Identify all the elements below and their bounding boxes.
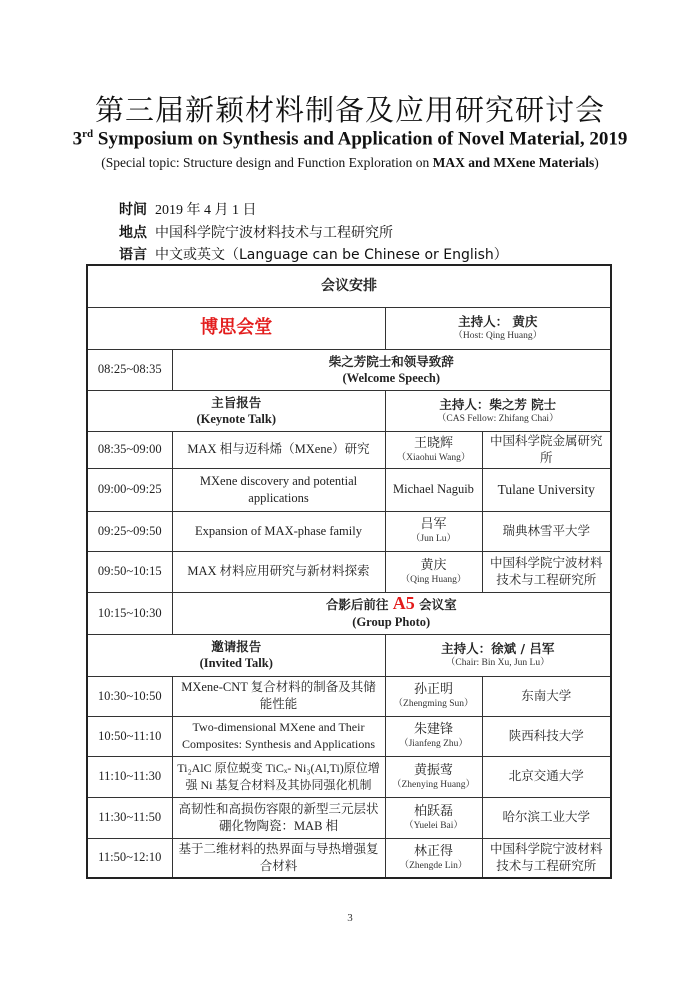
talk-title: Two-dimensional MXene and Their Composites: Synthesis and Applications — [172, 716, 385, 756]
speaker-cell — [385, 676, 482, 716]
institution-name: Tulane University — [497, 481, 595, 497]
welcome-cell — [172, 349, 611, 390]
speaker-name-en: （Jianfeng Zhu） — [399, 739, 468, 749]
invited-label-cn: 邀请报告 — [211, 639, 262, 654]
venue-name: 博思会堂 — [200, 316, 273, 338]
speaker-name-en: （Zhenying Huang） — [391, 779, 476, 790]
invited-label-cell — [87, 634, 385, 676]
title-chinese: 第三届新颖材料制备及应用研究研讨会 — [94, 93, 605, 127]
title-en-number: 3 — [72, 128, 83, 150]
speaker-name-en: （Yuelei Bai） — [404, 820, 463, 831]
subtitle-pre: (Special topic: Structure design and Function Exploration on — [101, 155, 433, 170]
invited-header-row — [87, 634, 611, 676]
talk-time: 10:30~10:50 — [87, 676, 172, 716]
welcome-title-en: (Welcome Speech) — [342, 370, 441, 385]
time-label: 时间 — [119, 202, 147, 218]
page-number: 3 — [347, 912, 353, 924]
speaker-name-cn: 朱建锋 — [413, 722, 453, 737]
place-value: 中国科学院宁波材料技术与工程研究所 — [155, 225, 393, 241]
table-row — [87, 511, 611, 551]
speaker-name-en: （Qing Huang） — [400, 574, 467, 585]
talk-title: Expansion of MAX-phase family — [172, 511, 385, 551]
speaker-cell — [385, 551, 482, 592]
talk-time: 08:35~09:00 — [87, 431, 172, 468]
invited-chair-cell — [385, 634, 611, 676]
keynote-chair-en: （CAS Fellow: Zhifang Chai） — [436, 413, 559, 424]
talk-title: Ti₂AlC 原位蜕变 TiCₓ- Ni₃(Al,Ti)原位增强 Ni 基复合材料及其协同强化机制 — [172, 756, 385, 797]
title-en-text: Symposium on Synthesis and Application of Novel Material, 2019 — [93, 128, 628, 150]
talk-time: 11:30~11:50 — [87, 797, 172, 838]
speaker-cell — [385, 838, 482, 878]
photo-time: 10:15~10:30 — [87, 592, 172, 634]
speaker-cell — [385, 756, 482, 797]
speaker-cell — [385, 511, 482, 551]
talk-time: 09:00~09:25 — [87, 468, 172, 511]
info-language — [119, 244, 508, 264]
venue-host-en: （Host: Qing Huang） — [453, 331, 543, 341]
photo-cell — [172, 592, 611, 634]
keynote-label-cell — [87, 390, 385, 431]
table-heading — [87, 265, 611, 307]
speaker-name-cn: 柏跃磊 — [413, 803, 453, 819]
title-en-ordinal: rd — [82, 128, 94, 140]
subtitle — [0, 155, 700, 171]
venue-host-cn: 主持人： 黄庆 — [458, 314, 538, 329]
institution: 中国科学院金属研究所 — [482, 431, 611, 468]
time-value: 2019 年 4 月 1 日 — [155, 203, 257, 218]
speaker-name-en: （Xiaohui Wang） — [396, 452, 471, 463]
institution: 瑞典林雪平大学 — [482, 511, 611, 551]
place-label: 地点 — [119, 225, 147, 241]
title-english — [0, 128, 700, 150]
keynote-label-en: (Keynote Talk) — [196, 411, 277, 426]
photo-room: A5 — [392, 593, 415, 613]
keynote-chair-cn: 主持人：柴之芳 院士 — [439, 396, 557, 412]
table-row — [87, 676, 611, 716]
table-row — [87, 797, 611, 838]
photo-text-pre: 合影后前往 — [325, 597, 393, 612]
table-row — [87, 838, 611, 878]
photo-text-post: 会议室 — [414, 597, 457, 612]
speaker-cell — [385, 431, 482, 468]
keynote-chair-cell — [385, 390, 611, 431]
keynote-label-cn: 主旨报告 — [211, 394, 262, 410]
table-heading-row — [87, 265, 611, 307]
speaker-name-en: （Zhengde Lin） — [399, 860, 468, 871]
speaker-name-en: （Zhengming Sun） — [393, 699, 474, 709]
info-time — [119, 199, 257, 219]
talk-time: 11:50~12:10 — [87, 838, 172, 878]
talk-title: MXene discovery and potential applications — [172, 468, 385, 511]
venue-host-cell — [385, 307, 611, 349]
speaker-cell — [385, 468, 482, 511]
institution — [482, 468, 611, 511]
talk-title: MAX 材料应用研究与新材料探索 — [172, 551, 385, 592]
talk-time: 09:25~09:50 — [87, 511, 172, 551]
talk-time: 10:50~11:10 — [87, 716, 172, 756]
keynote-header-row — [87, 390, 611, 431]
institution: 北京交通大学 — [482, 756, 611, 797]
talk-title: 高韧性和高损伤容限的新型三元层状硼化物陶瓷：MAB 相 — [172, 797, 385, 838]
institution: 中国科学院宁波材料技术与工程研究所 — [482, 838, 611, 878]
institution: 哈尔滨工业大学 — [482, 797, 611, 838]
schedule-table — [86, 264, 612, 879]
speaker-name-cn: 黄振莺 — [413, 762, 453, 778]
welcome-title-cn: 柴之芳院士和领导致辞 — [328, 353, 454, 369]
table-row — [87, 468, 611, 511]
speaker-cell — [385, 797, 482, 838]
speaker-cell — [385, 716, 482, 756]
talk-title: MAX 相与迈科烯（MXene）研究 — [172, 431, 385, 468]
photo-text-en: (Group Photo) — [352, 615, 431, 629]
institution: 陕西科技大学 — [482, 716, 611, 756]
speaker-name: Michael Naguib — [393, 482, 474, 496]
language-label: 语言 — [119, 247, 147, 263]
table-row — [87, 431, 611, 468]
invited-chair-en: （Chair: Bin Xu, Jun Lu） — [445, 658, 550, 668]
talk-time: 11:10~11:30 — [87, 756, 172, 797]
institution: 中国科学院宁波材料技术与工程研究所 — [482, 551, 611, 592]
speaker-name-cn: 吕军 — [420, 517, 447, 532]
speaker-name-cn: 孙正明 — [413, 682, 453, 697]
subtitle-bold: MAX and MXene Materials — [432, 155, 595, 170]
talk-title: MXene-CNT 复合材料的制备及其储能性能 — [172, 676, 385, 716]
institution: 东南大学 — [482, 676, 611, 716]
language-value: 中文或英文（Language can be Chinese or English） — [155, 247, 508, 263]
venue-row — [87, 307, 611, 349]
speaker-name-cn: 林正得 — [413, 843, 453, 859]
speaker-name-en: （Jun Lu） — [410, 534, 457, 544]
speaker-name-cn: 黄庆 — [420, 557, 447, 573]
speaker-name-cn: 王晓辉 — [413, 435, 453, 451]
table-row — [87, 716, 611, 756]
group-photo-row — [87, 592, 611, 634]
welcome-row — [87, 349, 611, 390]
table-row — [87, 551, 611, 592]
invited-chair-cn: 主持人：徐斌 / 吕军 — [441, 641, 555, 656]
info-place — [119, 222, 393, 242]
talk-title: 基于二维材料的热界面与导热增强复合材料 — [172, 838, 385, 878]
welcome-time: 08:25~08:35 — [87, 349, 172, 390]
invited-label-en: (Invited Talk) — [199, 656, 273, 670]
table-heading-text: 会议安排 — [321, 277, 377, 294]
table-row — [87, 756, 611, 797]
venue-cell — [87, 307, 385, 349]
subtitle-post: ) — [594, 155, 599, 170]
talk-time: 09:50~10:15 — [87, 551, 172, 592]
